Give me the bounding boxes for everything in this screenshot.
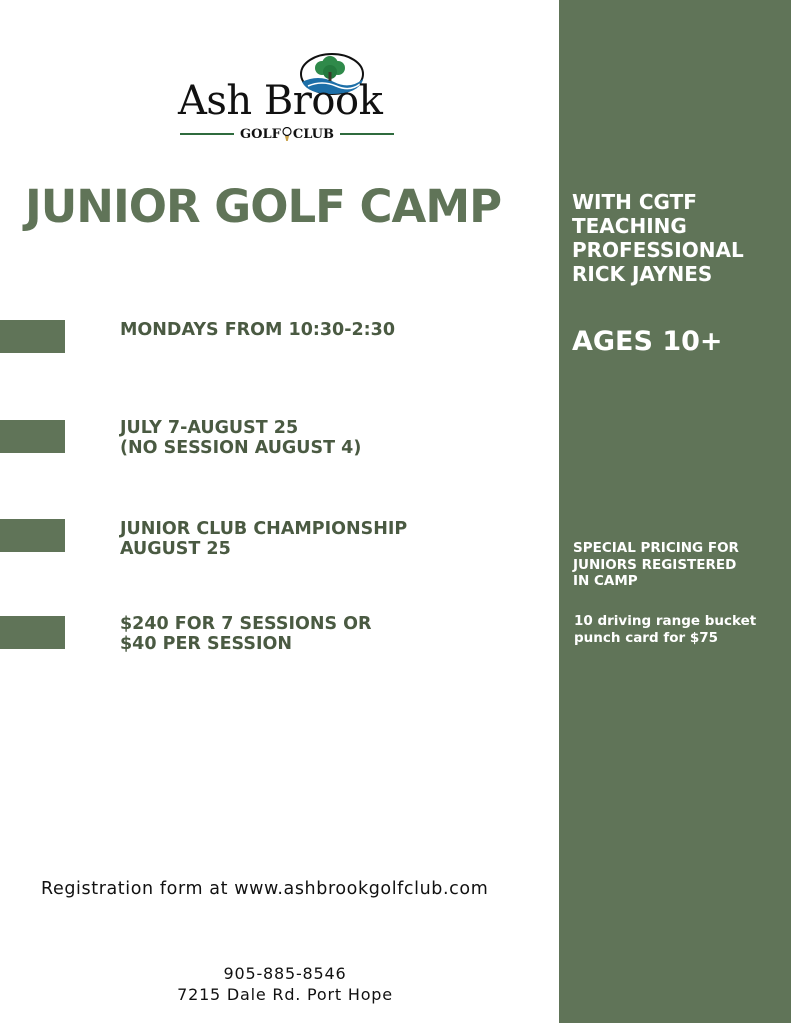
address: 7215 Dale Rd. Port Hope <box>177 985 393 1004</box>
accent-bar <box>0 420 65 453</box>
club-name: Ash Brook <box>178 78 383 124</box>
club-subtitle <box>180 124 394 144</box>
phone-number: 905-885-8546 <box>223 964 347 983</box>
golf-ball-on-tee-icon <box>282 127 292 141</box>
club-logo <box>176 50 398 146</box>
club-subtitle-text <box>240 127 334 142</box>
divider <box>340 133 394 135</box>
subtitle-golf: GOLF <box>240 126 281 142</box>
punch-card-offer: 10 driving range bucket punch card for $75 <box>574 613 757 646</box>
page-title: JUNIOR GOLF CAMP <box>25 180 502 233</box>
special-pricing-note: SPECIAL PRICING FOR JUNIORS REGISTERED IN CAMP <box>573 540 739 589</box>
sidebar-panel <box>559 0 791 1023</box>
accent-bar <box>0 320 65 353</box>
schedule-dates: JULY 7-AUGUST 25 (NO SESSION AUGUST 4) <box>120 418 362 458</box>
instructor-heading: WITH CGTF TEACHING PROFESSIONAL RICK JAYNES <box>572 190 744 286</box>
club-championship: JUNIOR CLUB CHAMPIONSHIP AUGUST 25 <box>120 519 408 559</box>
registration-info: Registration form at www.ashbrookgolfclub.com <box>41 879 489 899</box>
ages-label: AGES 10+ <box>572 326 723 357</box>
accent-bar <box>0 616 65 649</box>
schedule-days: MONDAYS FROM 10:30-2:30 <box>120 320 396 340</box>
pricing: $240 FOR 7 SESSIONS OR $40 PER SESSION <box>120 614 372 654</box>
divider <box>180 133 234 135</box>
subtitle-club: CLUB <box>292 126 334 142</box>
accent-bar <box>0 519 65 552</box>
